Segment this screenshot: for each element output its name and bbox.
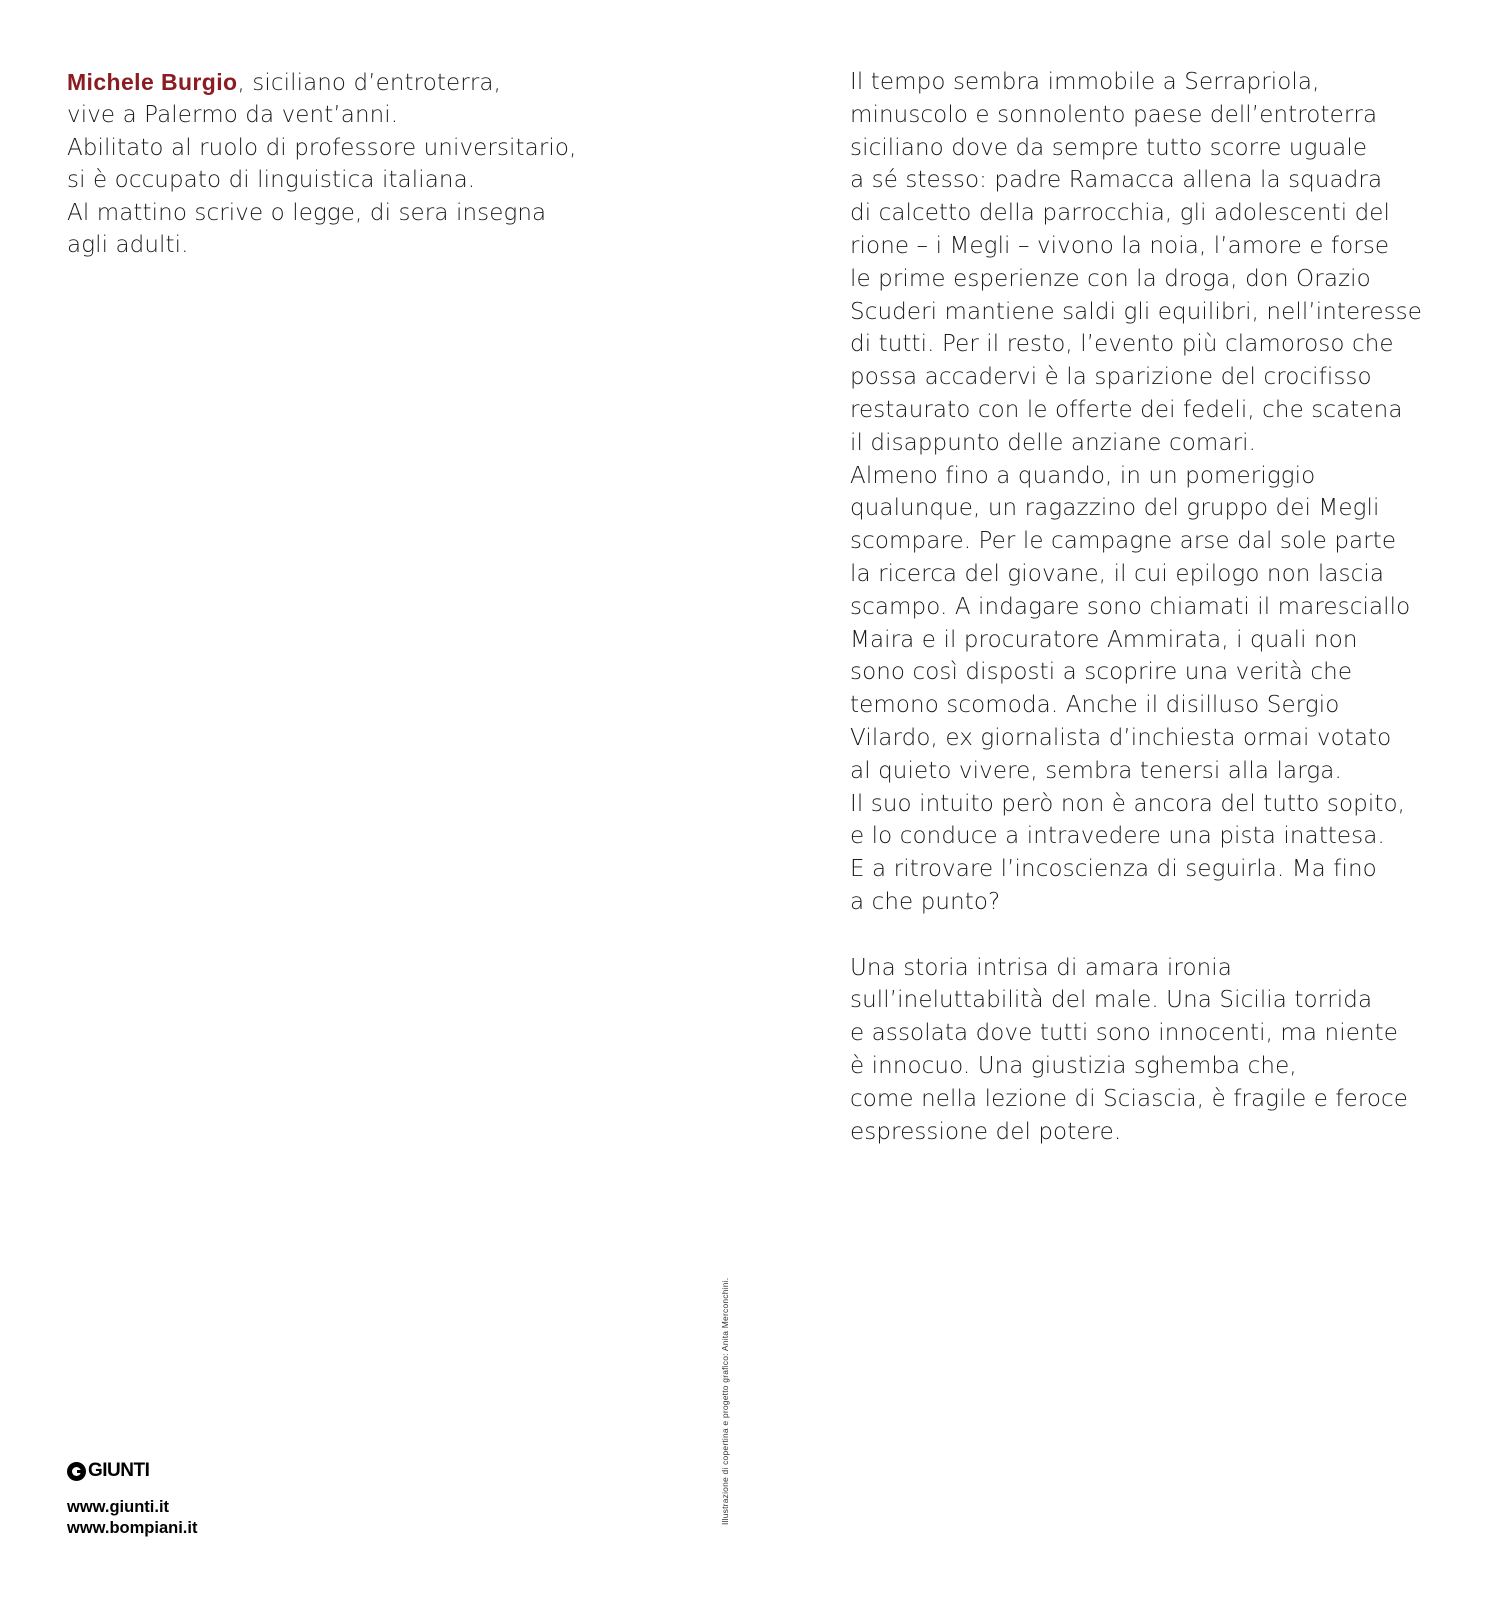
- blurb-line: possa accadervi è la sparizione del crocifisso: [850, 364, 1372, 391]
- blurb-line: e assolata dove tutti sono innocenti, ma niente: [850, 1020, 1398, 1047]
- book-blurb: [850, 66, 1450, 1148]
- paragraph-gap: [850, 919, 1450, 952]
- blurb-paragraph-summary: [850, 952, 1450, 1149]
- blurb-line: e lo conduce a intravedere una pista inattesa.: [850, 823, 1385, 850]
- author-name: Michele Burgio: [67, 69, 238, 95]
- blurb-line: minuscolo e sonnolento paese dell’entroterra: [850, 101, 1378, 128]
- blurb-line: qualunque, un ragazzino del gruppo dei Megli: [850, 495, 1380, 522]
- bio-line: Al mattino scrive o legge, di sera insegna: [67, 199, 547, 226]
- blurb-line: di calcetto della parrocchia, gli adolescenti del: [850, 200, 1391, 227]
- bio-line: si è occupato di linguistica italiana.: [67, 167, 476, 194]
- blurb-line: la ricerca del giovane, il cui epilogo non lascia: [850, 560, 1385, 587]
- blurb-line: scampo. A indagare sono chiamati il maresciallo: [850, 593, 1411, 620]
- blurb-line: Scuderi mantiene saldi gli equilibri, nell’interesse: [850, 298, 1423, 325]
- bio-line: agli adulti.: [67, 232, 189, 259]
- blurb-line: al quieto vivere, sembra tenersi alla larga.: [850, 757, 1342, 784]
- bio-line: Abilitato al ruolo di professore universitario,: [67, 134, 577, 161]
- blurb-line: Il tempo sembra immobile a Serrapriola,: [850, 69, 1320, 95]
- blurb-line: Una storia intrisa di amara ironia: [850, 954, 1232, 981]
- blurb-line: Maira e il procuratore Ammirata, i quali non: [850, 626, 1358, 653]
- giunti-g-icon: [67, 1462, 86, 1481]
- blurb-line: le prime esperienze con la droga, don Orazio: [850, 265, 1371, 292]
- blurb-line: a che punto?: [850, 888, 1001, 915]
- blurb-line: è innocuo. Una giustizia sghemba che,: [850, 1052, 1297, 1079]
- blurb-line: scompare. Per le campagne arse dal sole parte: [850, 528, 1397, 555]
- blurb-line: Almeno fino a quando, in un pomeriggio: [850, 462, 1316, 489]
- website-link-bompiani[interactable]: www.bompiani.it: [67, 1519, 198, 1537]
- blurb-line: il disappunto delle anziane comari.: [850, 429, 1257, 456]
- blurb-line: restaurato con le offerte dei fedeli, che scatena: [850, 396, 1403, 423]
- blurb-line: temono scomoda. Anche il disilluso Sergio: [850, 692, 1340, 719]
- blurb-line: sull’ineluttabilità del male. Una Sicilia torrida: [850, 987, 1373, 1014]
- website-link-giunti[interactable]: www.giunti.it: [67, 1498, 170, 1516]
- bio-line: vive a Palermo da vent’anni.: [67, 102, 399, 129]
- blurb-line: come nella lezione di Sciascia, è fragile e feroce: [850, 1085, 1409, 1112]
- blurb-line: siciliano dove da sempre tutto scorre uguale: [850, 134, 1368, 161]
- blurb-line: Il suo intuito però non è ancora del tutto sopito,: [850, 790, 1406, 817]
- publisher-logo: [67, 1460, 149, 1482]
- author-bio: [67, 66, 627, 261]
- blurb-line: rione – i Megli – vivono la noia, l’amore e forse: [850, 232, 1390, 259]
- blurb-line: espressione del potere.: [850, 1118, 1122, 1145]
- blurb-line: Vilardo, ex giornalista d’inchiesta ormai votato: [850, 724, 1392, 751]
- blurb-line: a sé stesso: padre Ramacca allena la squadra: [850, 167, 1383, 194]
- bio-line-first: [67, 66, 627, 99]
- blurb-line: di tutti. Per il resto, l’evento più clamoroso che: [850, 331, 1394, 358]
- blurb-line: E a ritrovare l’incoscienza di seguirla. Ma fino: [850, 856, 1377, 883]
- publisher-logo-text: GIUNTI: [88, 1460, 150, 1481]
- blurb-line: sono così disposti a scoprire una verità che: [850, 659, 1353, 686]
- blurb-paragraph-plot: [850, 66, 1450, 919]
- cover-credit: Illustrazione di copertina e progetto grafico: Anita Merconchini.: [720, 1277, 730, 1525]
- publisher-websites: [67, 1497, 197, 1539]
- bio-first-line-rest: , siciliano d’entroterra,: [237, 70, 501, 96]
